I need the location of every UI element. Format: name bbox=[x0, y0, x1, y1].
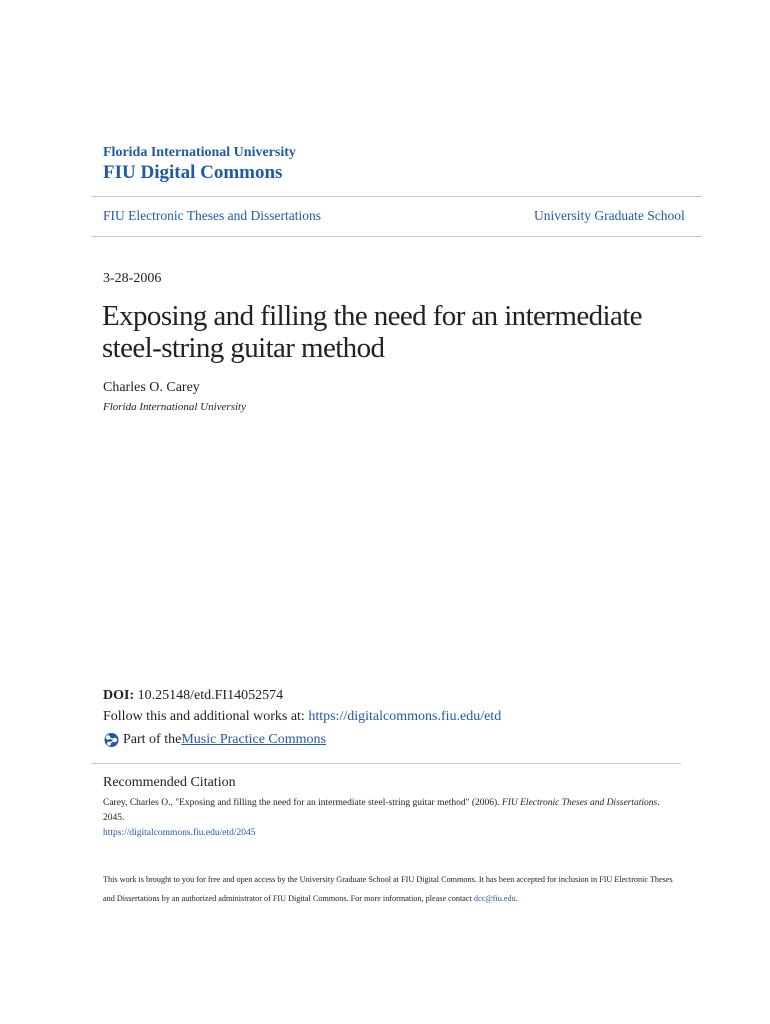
author-affiliation: Florida International University bbox=[103, 401, 246, 413]
citation-heading: Recommended Citation bbox=[103, 775, 236, 790]
doi-label: DOI: bbox=[103, 688, 135, 703]
citation-text: Carey, Charles O., "Exposing and filling the need for an intermediate steel-string guitar method" (2006). bbox=[103, 798, 502, 808]
divider-middle bbox=[91, 236, 702, 237]
repository-name[interactable]: FIU Digital Commons bbox=[103, 162, 283, 183]
music-practice-commons-link[interactable]: Music Practice Commons bbox=[181, 731, 326, 747]
share-network-icon bbox=[103, 731, 120, 748]
institution-name[interactable]: Florida International University bbox=[103, 145, 296, 160]
citation-series: FIU Electronic Theses and Dissertations bbox=[501, 798, 658, 808]
author-name: Charles O. Carey bbox=[103, 380, 200, 395]
school-link[interactable]: University Graduate School bbox=[534, 208, 685, 223]
divider-top bbox=[91, 196, 702, 197]
citation-url-link[interactable]: https://digitalcommons.fiu.edu/etd/2045 bbox=[103, 828, 256, 838]
follow-line bbox=[103, 709, 501, 725]
access-notice-text: This work is brought to you for free and open access by the University Graduate School at FIU Digital Commons. It has been accepted for inclusion in FIU Electronic Theses and Dissertations by an authorized administrator of FIU Digital Commons. For more information, please contact bbox=[103, 875, 673, 903]
document-title: Exposing and filling the need for an intermediate steel-string guitar method bbox=[102, 300, 642, 364]
follow-url-link[interactable]: https://digitalcommons.fiu.edu/etd bbox=[308, 709, 502, 724]
follow-label: Follow this and additional works at: bbox=[103, 709, 309, 724]
collection-link[interactable]: FIU Electronic Theses and Dissertations bbox=[103, 208, 321, 223]
citation-block bbox=[103, 796, 673, 841]
access-notice-end: . bbox=[515, 894, 518, 903]
divider-bottom bbox=[91, 763, 681, 764]
doi-line bbox=[103, 688, 283, 704]
access-notice bbox=[103, 870, 683, 908]
part-of-label: Part of the bbox=[123, 731, 182, 747]
citation-number: . 2045. bbox=[103, 798, 660, 823]
part-of-line bbox=[103, 731, 326, 748]
publication-date: 3-28-2006 bbox=[103, 271, 162, 286]
doi-value: 10.25148/etd.FI14052574 bbox=[137, 688, 284, 703]
contact-email-link[interactable]: dcc@fiu.edu bbox=[473, 894, 516, 903]
